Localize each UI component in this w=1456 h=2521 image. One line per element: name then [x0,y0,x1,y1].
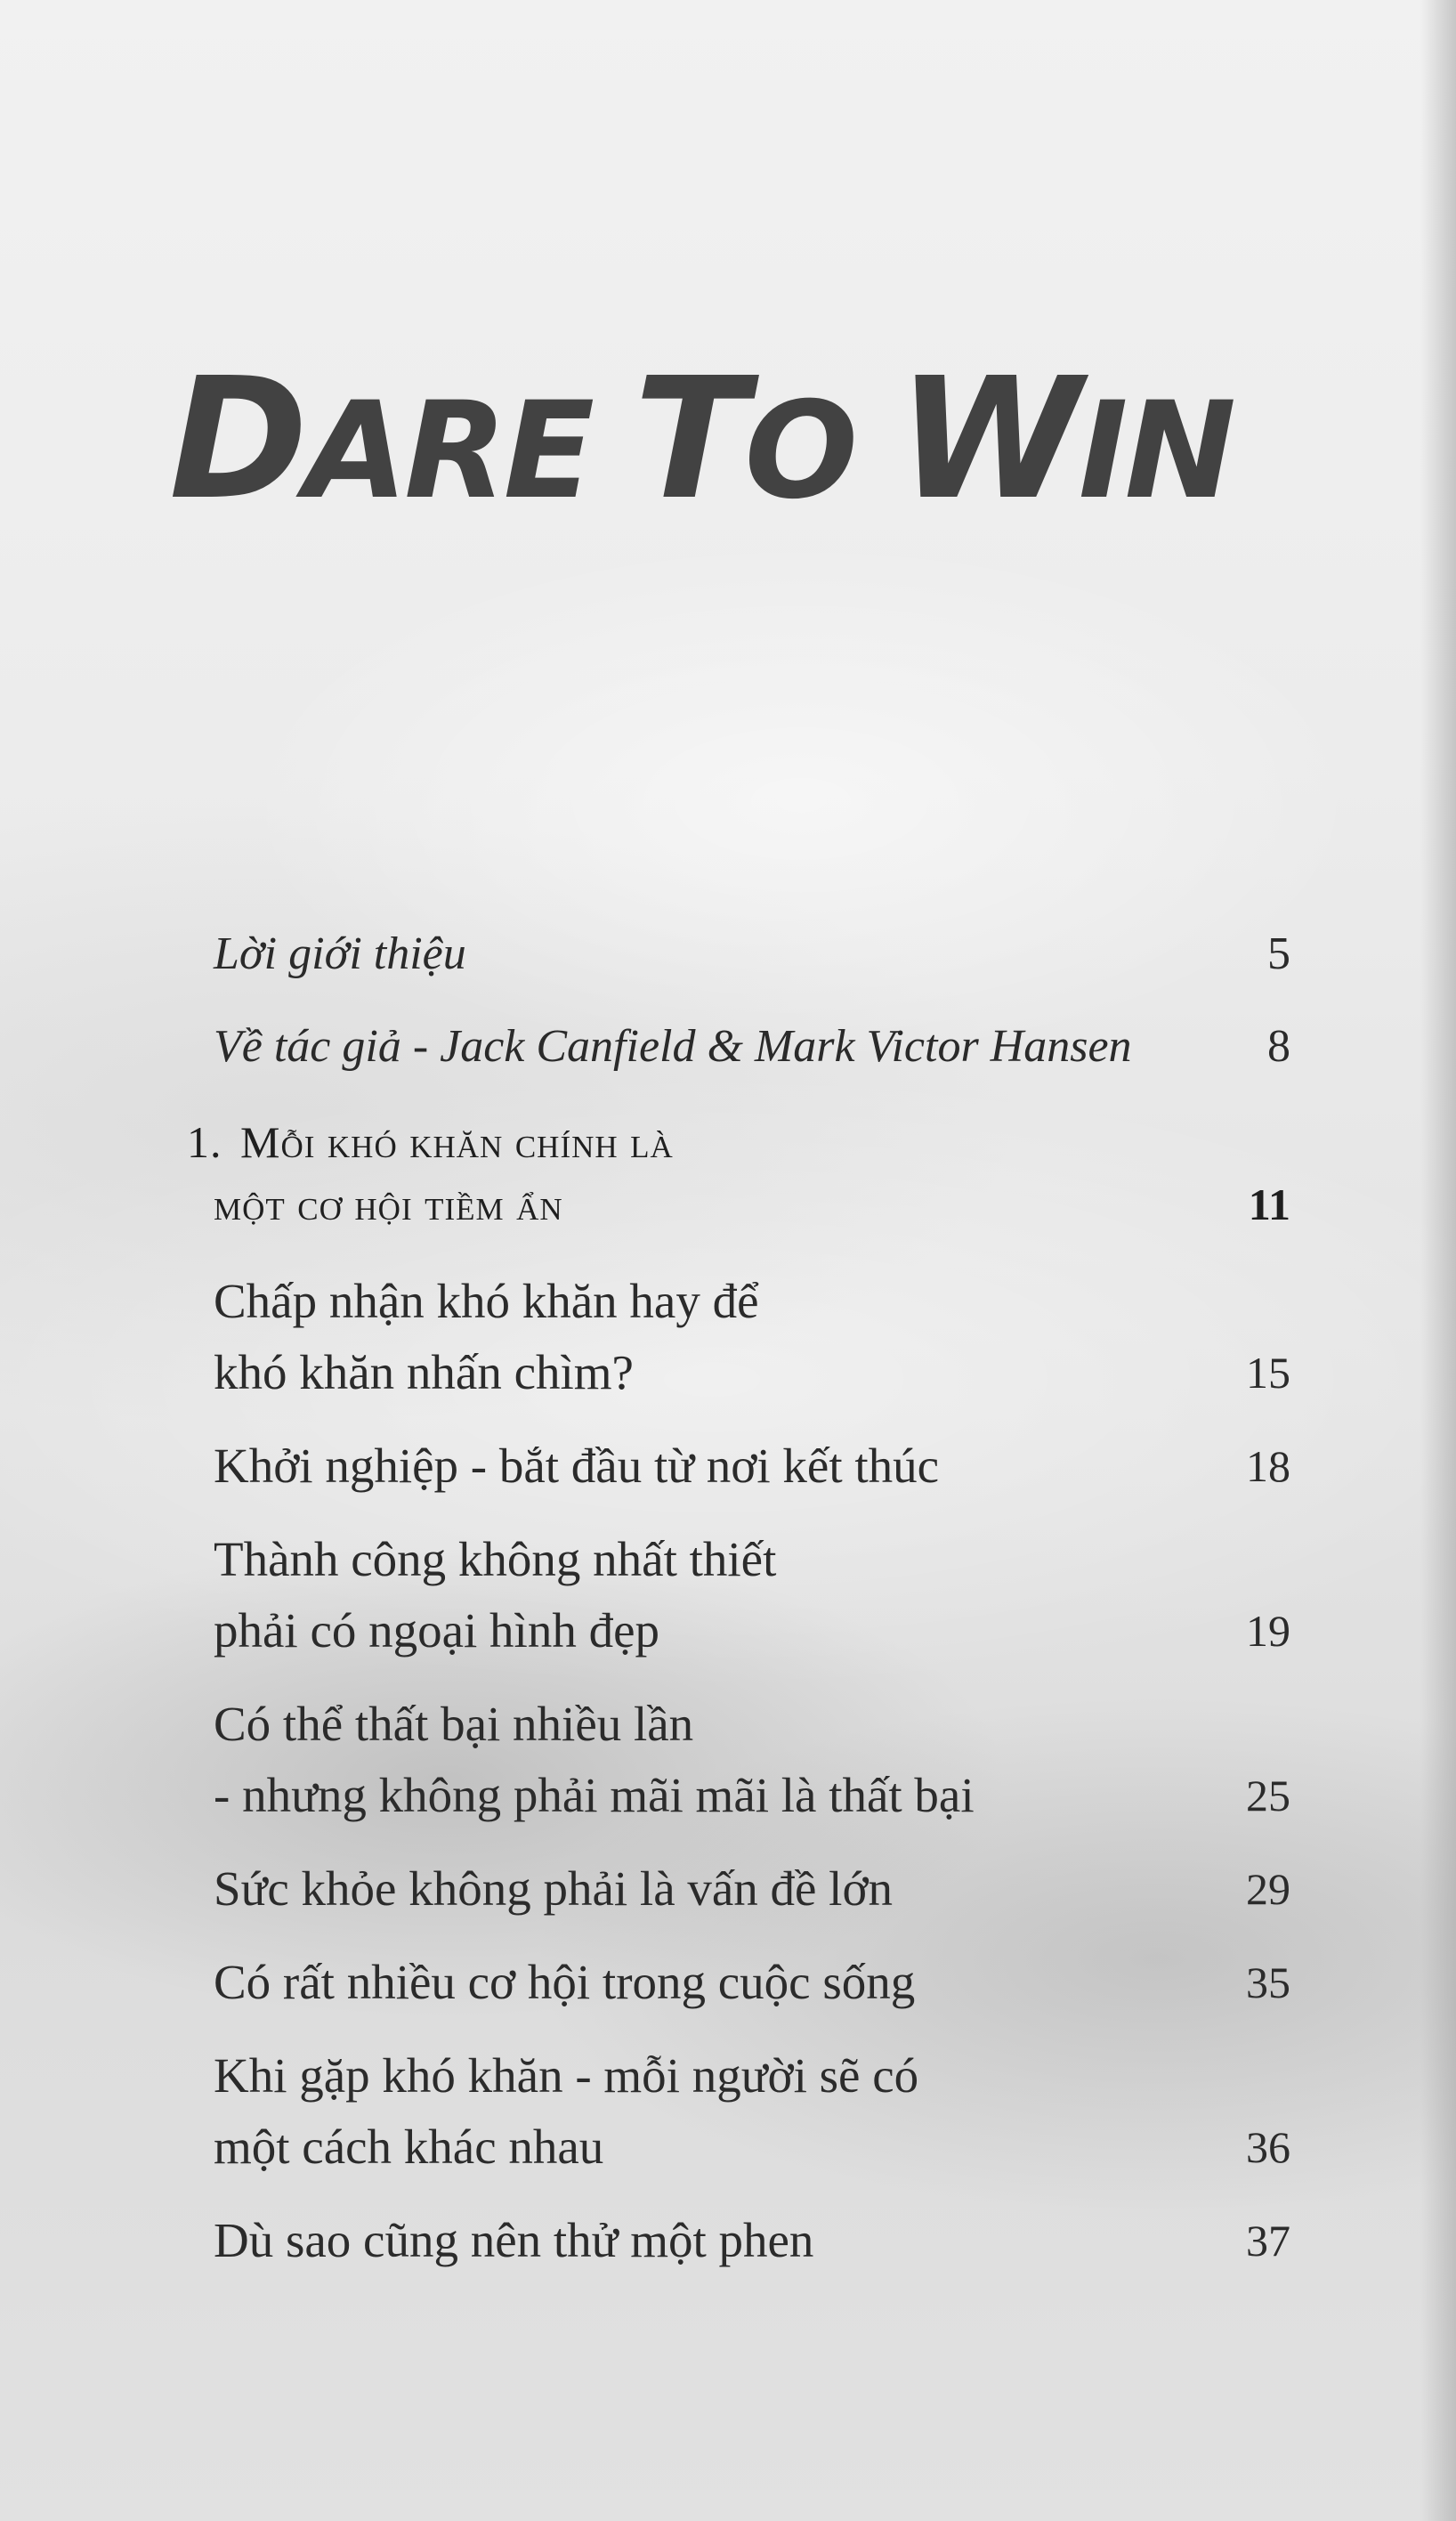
toc-entry [214,1431,1290,1502]
book-title: DARE TO WIN [169,342,1234,537]
toc-entry-line2: phải có ngoại hình đẹp [214,1603,659,1658]
toc-chapter-line2: một cơ hội tiềm ẩn [214,1179,563,1229]
toc-entry-page: 36 [1246,2122,1290,2172]
page-edge-shadow [1420,0,1456,2521]
toc-entry [214,1524,1290,1666]
toc-entry-line1: Thành công không nhất thiết [214,1532,777,1586]
table-of-contents [187,926,1290,2298]
toc-entry [214,1853,1290,1925]
toc-entry-line1: Dù sao cũng nên thử một phen [214,2213,814,2267]
toc-entry-line2: - nhưng không phải mãi mãi là thất bại [214,1768,975,1822]
toc-entry-page: 29 [1246,1864,1290,1914]
toc-entry [214,1266,1290,1408]
toc-entry-line2: khó khăn nhấn chìm? [214,1345,634,1399]
toc-chapter-title [187,1111,1175,1236]
toc-entry-line1: Sức khỏe không phải là vấn đề lớn [214,1861,894,1916]
toc-entry-page: 37 [1246,2216,1290,2266]
toc-chapter-index: 1. [187,1117,222,1167]
toc-entry-label: Lời giới thiệu [214,928,466,979]
toc-chapter-1 [187,1111,1290,1236]
toc-entry [214,2040,1290,2183]
toc-entry-page: 19 [1246,1606,1290,1656]
toc-entry-line1: Khi gặp khó khăn - mỗi người sẽ có [214,2048,919,2103]
toc-entry [214,1947,1290,2018]
toc-entry [214,2205,1290,2276]
toc-entry-page: 25 [1246,1771,1290,1820]
toc-entry-page: 35 [1246,1958,1290,2007]
toc-entry [214,1689,1290,1831]
toc-chapter-line1: Mỗi khó khăn chính là [240,1117,674,1167]
toc-entry-introduction [214,926,1290,983]
toc-entry-line1: Chấp nhận khó khăn hay để [214,1274,759,1328]
toc-entry-label: Về tác giả - Jack Canfield & Mark Victor Hansen [214,1021,1132,1072]
toc-entry-line1: Có thể thất bại nhiều lần [214,1697,694,1751]
toc-entry-line1: Có rất nhiều cơ hội trong cuộc sống [214,1955,916,2009]
toc-entry-page: 18 [1246,1441,1290,1491]
toc-entry-line1: Khởi nghiệp - bắt đầu từ nơi kết thúc [214,1439,940,1493]
toc-entry-line2: một cách khác nhau [214,2120,604,2174]
toc-entry-page: 5 [1267,928,1290,979]
toc-entry-page: 8 [1267,1021,1290,1072]
toc-chapter-page: 11 [1248,1179,1290,1229]
toc-entry-about-authors [214,1018,1290,1075]
toc-entry-page: 15 [1246,1348,1290,1398]
